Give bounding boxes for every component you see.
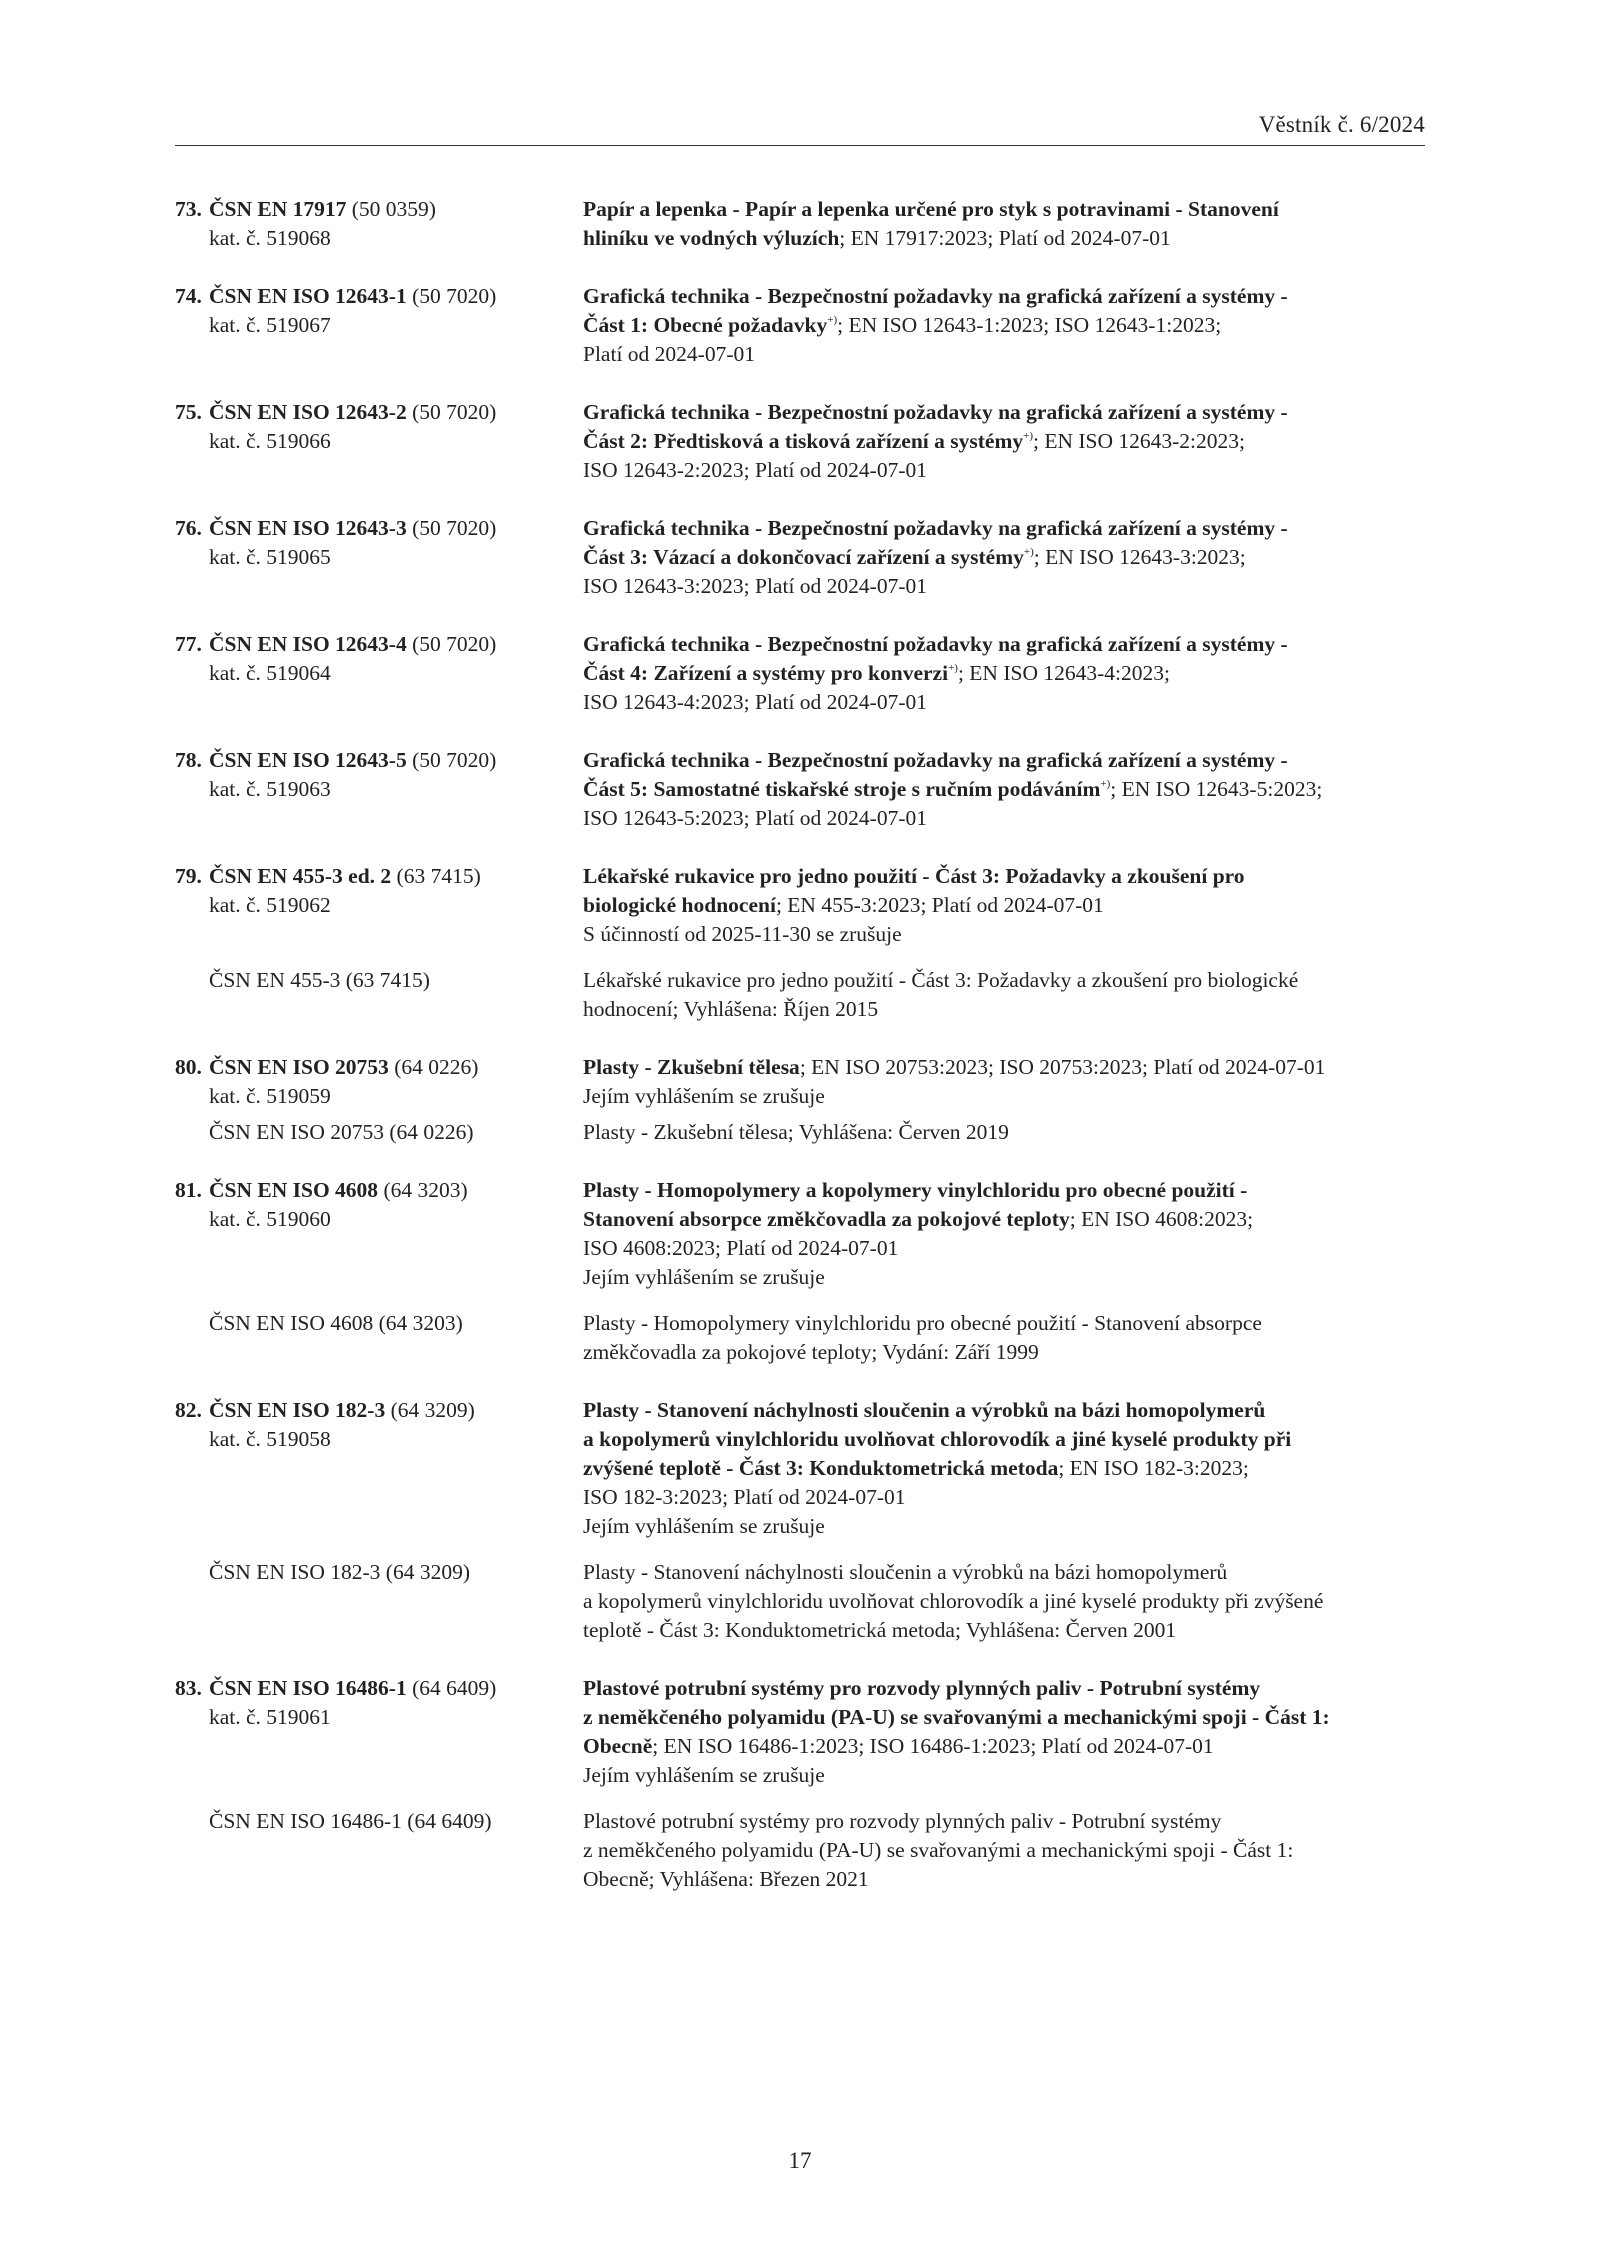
title-line [583,775,1425,804]
title-text: Grafická technika - Bezpečnostní požadavky na grafická zařízení a systémy - [583,284,1288,308]
standard-entry [175,282,1425,369]
catalog-number: kat. č. 519065 [209,545,331,569]
classification-code: (50 0359) [346,197,436,221]
standard-row [175,514,1425,601]
standard-title [583,398,1425,485]
title-line [583,1176,1425,1205]
replaced-title [583,1558,1425,1645]
replaced-designation: ČSN EN 455-3 (63 7415) [209,968,430,992]
title-text: z neměkčeného polyamidu (PA-U) se svařovanými a mechanickými spoji - Část 1: [583,1705,1330,1729]
designation-line [175,514,583,543]
standard-row [175,282,1425,369]
title-line [583,1761,1425,1790]
replaced-standard [175,966,1425,1024]
title-text: Část 4: Zařízení a systémy pro konverzi [583,661,949,685]
reference-text: ISO 12643-5:2023; Platí od 2024-07-01 [583,806,927,830]
entry-number: 76. [175,516,202,540]
reference-text: ; EN ISO 12643-2:2023; [1032,429,1245,453]
replaced-standard [175,1118,1425,1147]
standard-title [583,195,1425,253]
title-line [583,1396,1425,1425]
title-line [583,427,1425,456]
catalog-number: kat. č. 519064 [209,661,331,685]
entry-number: 79. [175,864,202,888]
reference-text: ISO 12643-4:2023; Platí od 2024-07-01 [583,690,927,714]
designation-line [175,862,583,891]
standard-title [583,1396,1425,1541]
reference-text: Jejím vyhlášením se zrušuje [583,1265,825,1289]
standard-code: ČSN EN ISO 20753 [209,1055,389,1079]
title-line [583,1454,1425,1483]
entry-number: 74. [175,284,202,308]
reference-text: ; EN 455-3:2023; Platí od 2024-07-01 [775,893,1104,917]
standard-designation [175,1396,583,1541]
replaced-title-line: Plasty - Homopolymery vinylchloridu pro obecné použití - Stanovení absorpce [583,1311,1262,1335]
title-text: Plasty - Stanovení náchylnosti sloučenin a výrobků na bázi homopolymerů [583,1398,1266,1422]
reference-text: Jejím vyhlášením se zrušuje [583,1514,825,1538]
title-line [583,1425,1425,1454]
reference-text: ; EN ISO 12643-1:2023; ISO 12643-1:2023; [837,313,1222,337]
title-text: Papír a lepenka - Papír a lepenka určené pro styk s potravinami - Stanovení [583,197,1279,221]
replaced-title-line: teplotě - Část 3: Konduktometrická metoda; Vyhlášena: Červen 2001 [583,1618,1177,1642]
title-line [583,282,1425,311]
entry-number: 75. [175,400,202,424]
classification-code: (63 7415) [391,864,481,888]
title-line [583,688,1425,717]
bulletin-title: Věstník č. 6/2024 [1258,112,1425,137]
replaced-designation: ČSN EN ISO 20753 (64 0226) [209,1120,474,1144]
title-line [583,1483,1425,1512]
title-text: Lékařské rukavice pro jedno použití - Část 3: Požadavky a zkoušení pro [583,864,1245,888]
designation-line [175,746,583,775]
classification-code: (64 0226) [388,1055,479,1079]
standard-entry [175,746,1425,833]
title-line [583,340,1425,369]
classification-code: (64 3203) [378,1178,468,1202]
header-divider [175,145,1425,146]
title-text: a kopolymerů vinylchloridu uvolňovat chlorovodík a jiné kyselé produkty při [583,1427,1292,1451]
standard-code: ČSN EN ISO 12643-4 [209,632,407,656]
title-line [583,630,1425,659]
standard-title [583,862,1425,949]
designation-line [175,195,583,224]
reference-text: ISO 182-3:2023; Platí od 2024-07-01 [583,1485,906,1509]
replaced-title-line: Lékařské rukavice pro jedno použití - Část 3: Požadavky a zkoušení pro biologické [583,968,1299,992]
title-text: biologické hodnocení [583,893,776,917]
title-text: Grafická technika - Bezpečnostní požadavky na grafická zařízení a systémy - [583,632,1288,656]
entry-number: 78. [175,748,202,772]
standard-designation [175,398,583,485]
entry-number: 73. [175,197,202,221]
title-line [583,659,1425,688]
footnote-marker: +) [1023,546,1034,558]
replaced-designation-cell [175,1118,583,1147]
title-text: Grafická technika - Bezpečnostní požadavky na grafická zařízení a systémy - [583,400,1288,424]
replaced-designation-cell [175,1558,583,1645]
title-line [583,862,1425,891]
standard-row [175,862,1425,949]
reference-text: ; EN 17917:2023; Platí od 2024-07-01 [839,226,1171,250]
footnote-marker: +) [1100,778,1111,790]
standard-designation [175,746,583,833]
title-text: zvýšené teplotě - Část 3: Konduktometrická metoda [583,1456,1059,1480]
title-text: Část 5: Samostatné tiskařské stroje s ručním podáváním [583,777,1101,801]
standard-entry [175,862,1425,1024]
title-text: Část 1: Obecné požadavky [583,313,828,337]
standard-row [175,195,1425,253]
catalog-number: kat. č. 519060 [209,1207,331,1231]
designation-line [175,1674,583,1703]
standard-designation [175,1674,583,1790]
reference-text: ISO 4608:2023; Platí od 2024-07-01 [583,1236,899,1260]
standard-entry [175,195,1425,253]
standard-designation [175,282,583,369]
catalog-number: kat. č. 519062 [209,893,331,917]
classification-code: (50 7020) [406,400,497,424]
replaced-title-line: Obecně; Vyhlášena: Březen 2021 [583,1867,869,1891]
reference-text: Platí od 2024-07-01 [583,342,755,366]
replaced-title-line: Plasty - Zkušební tělesa; Vyhlášena: Červen 2019 [583,1120,1009,1144]
standard-designation [175,195,583,253]
classification-code: (50 7020) [406,748,497,772]
title-text: Část 3: Vázací a dokončovací zařízení a systémy [583,545,1024,569]
catalog-number: kat. č. 519058 [209,1427,331,1451]
replaced-title-line: z neměkčeného polyamidu (PA-U) se svařovanými a mechanickými spoji - Část 1: [583,1838,1294,1862]
footnote-marker: +) [827,314,838,326]
standard-row [175,630,1425,717]
standards-list [175,195,1425,1923]
title-text: Plasty - Zkušební tělesa [583,1055,800,1079]
classification-code: (64 3209) [385,1398,475,1422]
reference-text: ; EN ISO 12643-4:2023; [957,661,1170,685]
reference-text: ; EN ISO 182-3:2023; [1058,1456,1249,1480]
standard-title [583,282,1425,369]
title-line [583,398,1425,427]
standard-code: ČSN EN ISO 12643-5 [209,748,407,772]
standard-title [583,1674,1425,1790]
standard-title [583,514,1425,601]
classification-code: (50 7020) [406,284,497,308]
standard-code: ČSN EN ISO 16486-1 [209,1676,407,1700]
standard-row [175,398,1425,485]
reference-text: ISO 12643-2:2023; Platí od 2024-07-01 [583,458,927,482]
entry-number: 82. [175,1398,202,1422]
title-text: Obecně [583,1734,653,1758]
classification-code: (50 7020) [406,516,497,540]
title-line [583,1082,1425,1111]
title-line [583,920,1425,949]
title-text: Plastové potrubní systémy pro rozvody plynných paliv - Potrubní systémy [583,1676,1261,1700]
replaced-standard [175,1309,1425,1367]
standard-designation [175,630,583,717]
title-line [583,514,1425,543]
title-text: Část 2: Předtisková a tisková zařízení a systémy [583,429,1024,453]
standard-entry [175,1053,1425,1147]
title-line [583,1205,1425,1234]
replaced-title [583,966,1425,1024]
title-line [583,572,1425,601]
standard-entry [175,630,1425,717]
standard-designation [175,862,583,949]
title-line [583,1674,1425,1703]
catalog-number: kat. č. 519066 [209,429,331,453]
replaced-title-line: Plasty - Stanovení náchylnosti sloučenin a výrobků na bázi homopolymerů [583,1560,1228,1584]
classification-code: (50 7020) [406,632,497,656]
entry-number: 81. [175,1178,202,1202]
catalog-number: kat. č. 519067 [209,313,331,337]
replaced-title-line: Plastové potrubní systémy pro rozvody plynných paliv - Potrubní systémy [583,1809,1222,1833]
standard-title [583,746,1425,833]
catalog-number: kat. č. 519059 [209,1084,331,1108]
title-line [583,456,1425,485]
replaced-title [583,1807,1425,1894]
title-line [583,804,1425,833]
title-line [583,1512,1425,1541]
footnote-marker: +) [1023,430,1033,442]
standard-title [583,1053,1425,1111]
page-number: 17 [788,2148,812,2173]
replaced-title-line: a kopolymerů vinylchloridu uvolňovat chlorovodík a jiné kyselé produkty při zvýšené [583,1589,1324,1613]
standard-code: ČSN EN 17917 [209,197,347,221]
standard-row [175,1176,1425,1292]
standard-title [583,630,1425,717]
title-line [583,195,1425,224]
standard-row [175,746,1425,833]
title-line [583,543,1425,572]
title-line [583,746,1425,775]
classification-code: (64 6409) [406,1676,497,1700]
replaced-designation-cell [175,1807,583,1894]
reference-text: ISO 12643-3:2023; Platí od 2024-07-01 [583,574,927,598]
reference-text: ; EN ISO 20753:2023; ISO 20753:2023; Platí od 2024-07-01 [799,1055,1326,1079]
footnote-marker: +) [948,662,958,674]
replaced-title-line: změkčovadla za pokojové teploty; Vydání: Září 1999 [583,1340,1039,1364]
designation-line [175,1053,583,1082]
designation-line [175,630,583,659]
standard-row [175,1674,1425,1790]
standard-designation [175,1176,583,1292]
standard-code: ČSN EN ISO 12643-2 [209,400,407,424]
replaced-title [583,1309,1425,1367]
title-text: Grafická technika - Bezpečnostní požadavky na grafická zařízení a systémy - [583,516,1288,540]
title-line [583,1053,1425,1082]
title-text: Stanovení absorpce změkčovadla za pokojové teploty [583,1207,1070,1231]
replaced-designation: ČSN EN ISO 4608 (64 3203) [209,1311,463,1335]
standard-code: ČSN EN ISO 4608 [209,1178,379,1202]
standard-code: ČSN EN ISO 12643-1 [209,284,407,308]
standard-code: ČSN EN 455-3 ed. 2 [209,864,392,888]
catalog-number: kat. č. 519061 [209,1705,331,1729]
title-line [583,1732,1425,1761]
title-line [583,1263,1425,1292]
designation-line [175,1396,583,1425]
standard-code: ČSN EN ISO 182-3 [209,1398,386,1422]
reference-text: ; EN ISO 16486-1:2023; ISO 16486-1:2023; Platí od 2024-07-01 [652,1734,1214,1758]
title-line [583,1703,1425,1732]
standard-designation [175,514,583,601]
replaced-standard [175,1807,1425,1894]
title-line [583,224,1425,253]
entry-number: 77. [175,632,202,656]
standard-entry [175,398,1425,485]
standard-row [175,1396,1425,1541]
replaced-designation-cell [175,1309,583,1367]
title-line [583,1234,1425,1263]
catalog-number: kat. č. 519063 [209,777,331,801]
title-text: hliníku ve vodných výluzích [583,226,840,250]
standard-designation [175,1053,583,1111]
standard-code: ČSN EN ISO 12643-3 [209,516,407,540]
standard-title [583,1176,1425,1292]
title-line [583,311,1425,340]
replaced-designation-cell [175,966,583,1024]
replaced-title [583,1118,1425,1147]
standard-row [175,1053,1425,1111]
title-text: Plasty - Homopolymery a kopolymery vinylchloridu pro obecné použití - [583,1178,1248,1202]
replaced-designation: ČSN EN ISO 16486-1 (64 6409) [209,1809,492,1833]
standard-entry [175,1396,1425,1645]
standard-entry [175,514,1425,601]
designation-line [175,398,583,427]
entry-number: 83. [175,1676,202,1700]
standard-entry [175,1674,1425,1894]
reference-text: Jejím vyhlášením se zrušuje [583,1084,825,1108]
replaced-title-line: hodnocení; Vyhlášena: Říjen 2015 [583,997,879,1021]
replaced-standard [175,1558,1425,1645]
reference-text: ; EN ISO 12643-5:2023; [1110,777,1323,801]
title-line [583,891,1425,920]
catalog-number: kat. č. 519068 [209,226,331,250]
title-text: Grafická technika - Bezpečnostní požadavky na grafická zařízení a systémy - [583,748,1288,772]
reference-text: ; EN ISO 12643-3:2023; [1033,545,1246,569]
entry-number: 80. [175,1055,202,1079]
replaced-designation: ČSN EN ISO 182-3 (64 3209) [209,1560,470,1584]
standard-entry [175,1176,1425,1367]
designation-line [175,1176,583,1205]
reference-text: ; EN ISO 4608:2023; [1069,1207,1254,1231]
reference-text: Jejím vyhlášením se zrušuje [583,1763,825,1787]
reference-text: S účinností od 2025-11-30 se zrušuje [583,922,902,946]
designation-line [175,282,583,311]
